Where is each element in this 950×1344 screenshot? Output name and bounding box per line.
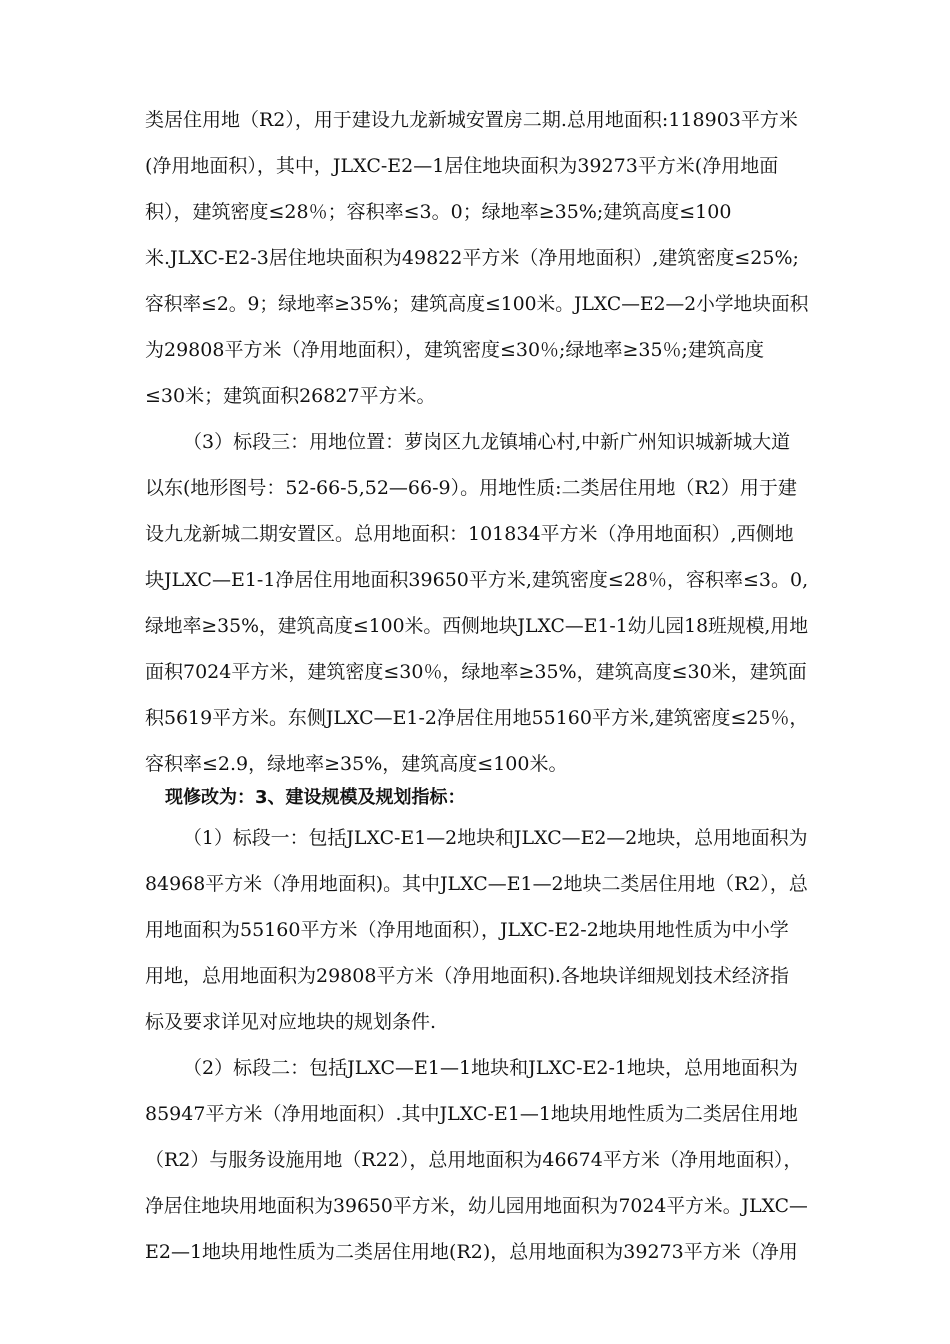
text-line: 容积率≤2.9，绿地率≥35%，建筑高度≤100米。 bbox=[145, 753, 568, 775]
paragraph-first-line: （2）标段二：包括JLXC—E1—1地块和JLXC-E2-1地块，总用地面积为 bbox=[183, 1057, 798, 1079]
text-line: 标及要求详见对应地块的规划条件. bbox=[145, 1011, 437, 1033]
text-line: 为29808平方米（净用地面积），建筑密度≤30％;绿地率≥35％;建筑高度 bbox=[145, 339, 764, 361]
section-heading: 现修改为：3、建设规模及规划指标： bbox=[165, 787, 466, 808]
text-line: 米.JLXC-E2-3居住地块面积为49822平方米（净用地面积）,建筑密度≤25%; bbox=[145, 247, 799, 269]
text-line: 85947平方米（净用地面积）.其中JLXC-E1—1地块用地性质为二类居住用地 bbox=[145, 1103, 798, 1125]
text-line: 积5619平方米。东侧JLXC—E1-2净居住用地55160平方米,建筑密度≤25％， bbox=[145, 707, 809, 729]
text-line: 容积率≤2。9；绿地率≥35%；建筑高度≤100米。JLXC—E2—2小学地块面积 bbox=[145, 293, 809, 315]
paragraph-first-line: （1）标段一：包括JLXC-E1—2地块和JLXC—E2—2地块，总用地面积为 bbox=[183, 827, 808, 849]
text-line: 以东(地形图号：52-66-5,52—66-9）。用地性质:二类居住用地（R2）用于建 bbox=[145, 477, 797, 499]
text-line: (净用地面积），其中，JLXC-E2—1居住地块面积为39273平方米(净用地面 bbox=[145, 155, 779, 177]
text-line: 用地，总用地面积为29808平方米（净用地面积).各地块详细规划技术经济指 bbox=[145, 965, 789, 987]
text-line: 84968平方米（净用地面积)。其中JLXC—E1—2地块二类居住用地（R2），总 bbox=[145, 873, 808, 895]
text-line: （R2）与服务设施用地（R22），总用地面积为46674平方米（净用地面积）， bbox=[145, 1149, 803, 1171]
text-line: 块JLXC—E1-1净居住用地面积39650平方米,建筑密度≤28％，容积率≤3。0, bbox=[145, 569, 809, 591]
text-line: ≤30米；建筑面积26827平方米。 bbox=[145, 385, 436, 407]
text-line: 积），建筑密度≤28％；容积率≤3。0；绿地率≥35%;建筑高度≤100 bbox=[145, 201, 732, 223]
text-line: 绿地率≥35%，建筑高度≤100米。西侧地块JLXC—E1-1幼儿园18班规模,用地 bbox=[145, 615, 809, 637]
text-line: 设九龙新城二期安置区。总用地面积：101834平方米（净用地面积）,西侧地 bbox=[145, 523, 794, 545]
text-line: 用地面积为55160平方米（净用地面积），JLXC-E2-2地块用地性质为中小学 bbox=[145, 919, 789, 941]
text-line: 净居住地块用地面积为39650平方米，幼儿园用地面积为7024平方米。JLXC— bbox=[145, 1195, 808, 1217]
paragraph-first-line: （3）标段三：用地位置：萝岗区九龙镇埔心村,中新广州知识城新城大道 bbox=[183, 431, 791, 453]
text-line: 面积7024平方米，建筑密度≤30％，绿地率≥35%，建筑高度≤30米，建筑面 bbox=[145, 661, 807, 683]
text-line: 类居住用地（R2），用于建设九龙新城安置房二期.总用地面积:118903平方米 bbox=[145, 109, 798, 131]
text-line: E2—1地块用地性质为二类居住用地(R2)，总用地面积为39273平方米（净用 bbox=[145, 1241, 798, 1263]
